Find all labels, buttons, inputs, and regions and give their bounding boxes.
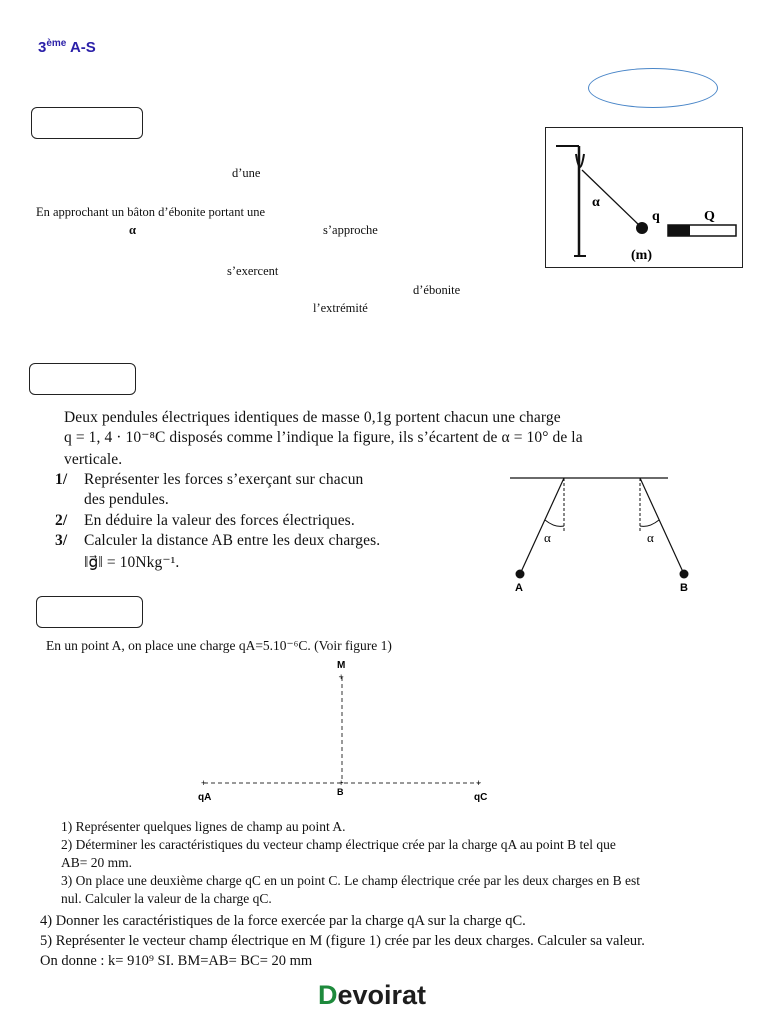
ex3-given-values: On donne : k= 910⁹ SI. BM=AB= BC= 20 mm bbox=[40, 953, 313, 969]
ex1-alpha-symbol: α bbox=[129, 223, 136, 237]
ex2-gravity-value: ‖g⃗‖ = 10Nkg⁻¹. bbox=[84, 554, 180, 571]
ex2-charge-A bbox=[516, 570, 525, 579]
ex2-q3-number: 3/ bbox=[55, 532, 68, 549]
fig1-q-label: q bbox=[652, 209, 660, 224]
ex3-label-qC: qC bbox=[474, 792, 488, 803]
ex2-q1-line2: des pendules. bbox=[84, 491, 169, 508]
ex3-q1: 1) Représenter quelques lignes de champ au point A. bbox=[61, 819, 346, 834]
pendulum-ball bbox=[636, 222, 648, 234]
class-label: 3ème A-S bbox=[38, 38, 96, 56]
ex3-q2-line1: 2) Déterminer les caractéristiques du vecteur champ électrique crée par la charge qA au point B tel que bbox=[61, 837, 616, 852]
charged-end bbox=[668, 225, 690, 236]
ex1-pendulum-figure bbox=[545, 127, 743, 268]
ex3-plus-A: + bbox=[201, 778, 207, 788]
ex1-text-line1: d’une bbox=[232, 166, 261, 180]
ex2-thread-left bbox=[521, 478, 564, 572]
ex3-q4: 4) Donner les caractéristiques de la force exercée par la charge qA sur la charge qC. bbox=[40, 913, 526, 929]
ex1-figure-svg bbox=[546, 128, 744, 269]
ex1-text-extremite: l’extrémité bbox=[313, 301, 368, 315]
ex2-q2-text: En déduire la valeur des forces électriques. bbox=[84, 512, 355, 529]
ex2-q2-number: 2/ bbox=[55, 512, 68, 529]
ex3-intro: En un point A, on place une charge qA=5.10⁻⁶C. (Voir figure 1) bbox=[46, 638, 392, 653]
ex3-label-B: B bbox=[337, 787, 344, 797]
exercise-2-label-box bbox=[29, 363, 136, 395]
ex3-q3-line1: 3) On place une deuxième charge qC en un point C. Le champ électrique crée par les deux charges en B est bbox=[61, 873, 641, 888]
ex3-label-M: M bbox=[337, 660, 346, 671]
ex2-alpha-left: α bbox=[544, 530, 551, 545]
ex2-alpha-right: α bbox=[647, 530, 654, 545]
ex2-charge-B bbox=[680, 570, 689, 579]
ex3-plus-B: + bbox=[338, 778, 344, 788]
ex2-label-A: A bbox=[515, 582, 523, 594]
ex2-thread-right bbox=[640, 478, 683, 572]
devoirat-logo: Devoirat bbox=[318, 980, 427, 1010]
ex3-plus-C: + bbox=[476, 778, 482, 788]
ex2-angle-arc-right bbox=[640, 520, 659, 526]
ex2-intro-line1: Deux pendules électriques identiques de masse 0,1g portent chacun une charge bbox=[64, 409, 561, 426]
ex2-q3-text: Calculer la distance AB entre les deux charges. bbox=[84, 532, 381, 549]
fig1-Q-label: Q bbox=[704, 209, 715, 224]
ex2-label-B: B bbox=[680, 582, 688, 594]
fig1-m-label: (m) bbox=[631, 248, 652, 263]
fig1-alpha-label: α bbox=[592, 195, 600, 210]
ex2-intro-line2: q = 1, 4 · 10⁻⁸C disposés comme l’indique la figure, ils s’écartent de α = 10° de la bbox=[64, 429, 583, 446]
ex2-q1-number: 1/ bbox=[55, 471, 68, 488]
ex3-label-qA: qA bbox=[198, 792, 212, 803]
ex3-q5: 5) Représenter le vecteur champ électrique en M (figure 1) crée par les deux charges. Calculer sa valeur. bbox=[40, 933, 645, 949]
ex1-text-line2: En approchant un bâton d’ébonite portant une bbox=[36, 205, 266, 219]
ex3-q3-line2: nul. Calculer la valeur de la charge qC. bbox=[61, 891, 272, 906]
ex2-angle-arc-left bbox=[545, 520, 564, 526]
ex1-text-approche: s’approche bbox=[323, 223, 378, 237]
ex3-figure-1 bbox=[190, 655, 500, 810]
ex3-q2-line2: AB= 20 mm. bbox=[61, 855, 132, 870]
ex2-q1-line1: Représenter les forces s’exerçant sur chacun bbox=[84, 471, 364, 488]
exercise-3-label-box bbox=[36, 596, 143, 628]
exercise-1-label-box bbox=[31, 107, 143, 139]
pendulum-thread bbox=[582, 170, 640, 226]
ex3-plus-M: + bbox=[338, 672, 344, 682]
ex2-intro-line3: verticale. bbox=[64, 451, 123, 468]
ex1-text-exercent: s’exercent bbox=[227, 264, 279, 278]
grade-oval bbox=[588, 68, 718, 108]
ex2-pendulums-figure bbox=[500, 470, 710, 596]
ex1-text-ebonite: d’ébonite bbox=[413, 283, 461, 297]
